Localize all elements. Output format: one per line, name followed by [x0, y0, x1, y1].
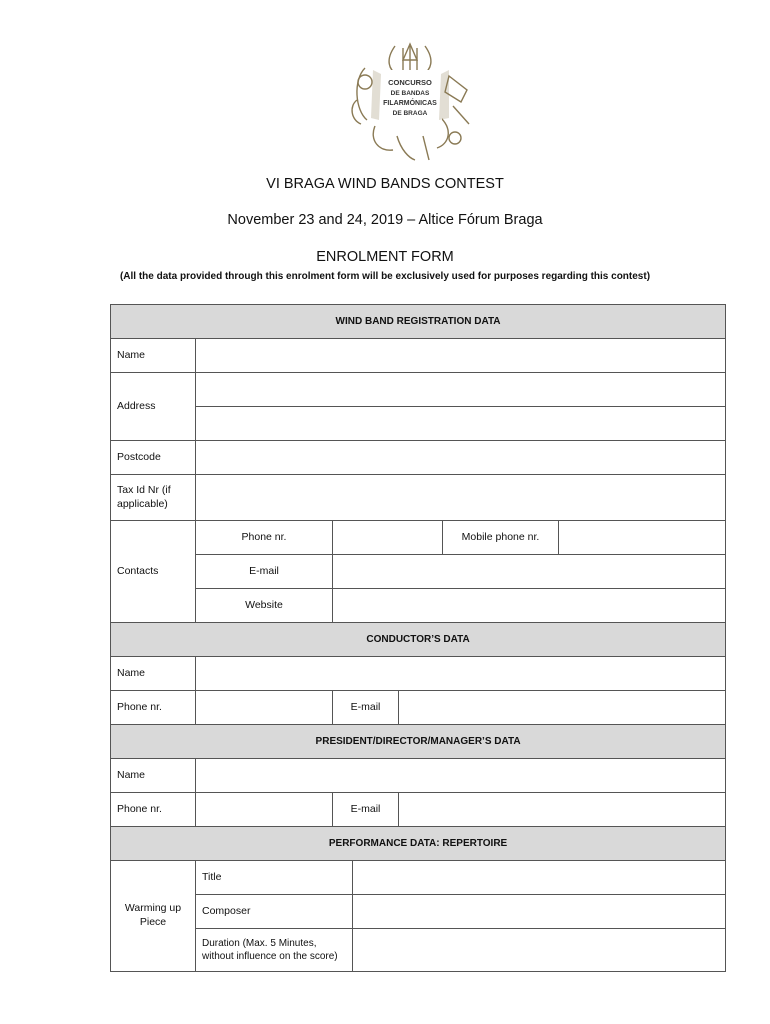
president-email-label: E-mail — [333, 793, 399, 827]
logo-line-4: DE BRAGA — [392, 110, 428, 117]
band-phone-field[interactable] — [333, 521, 443, 555]
piece-composer-label: Composer — [196, 895, 353, 929]
form-title: ENROLMENT FORM — [316, 249, 454, 265]
logo-line-3: FILARMÓNICAS — [383, 100, 437, 107]
piece-duration-field[interactable] — [353, 929, 726, 972]
conductor-name-label: Name — [111, 657, 196, 691]
logo-line-2: DE BANDAS — [390, 90, 430, 97]
band-address-field-line-2[interactable] — [196, 407, 726, 441]
president-name-label: Name — [111, 759, 196, 793]
band-website-label: Website — [196, 589, 333, 623]
enrolment-form-table — [110, 304, 726, 972]
band-contacts-label: Contacts — [111, 521, 196, 623]
piece-composer-field[interactable] — [353, 895, 726, 929]
section-conductor: CONDUCTOR’S DATA — [111, 623, 726, 657]
band-email-label: E-mail — [196, 555, 333, 589]
conductor-email-label: E-mail — [333, 691, 399, 725]
band-website-field[interactable] — [333, 589, 726, 623]
section-wind-band: WIND BAND REGISTRATION DATA — [111, 305, 726, 339]
section-performance: PERFORMANCE DATA: REPERTOIRE — [111, 827, 726, 861]
conductor-phone-field[interactable] — [196, 691, 333, 725]
privacy-notice: (All the data provided through this enrolment form will be exclusively used for purposes regarding this contest) — [119, 271, 651, 282]
conductor-email-field[interactable] — [399, 691, 726, 725]
conductor-phone-label: Phone nr. — [111, 691, 196, 725]
band-postcode-field[interactable] — [196, 441, 726, 475]
band-address-field-line-1[interactable] — [196, 373, 726, 407]
conductor-name-field[interactable] — [196, 657, 726, 691]
band-phone-label: Phone nr. — [196, 521, 333, 555]
band-postcode-label: Postcode — [111, 441, 196, 475]
contest-title: VI BRAGA WIND BANDS CONTEST — [266, 176, 504, 192]
president-email-field[interactable] — [399, 793, 726, 827]
warming-up-label: Warming up Piece — [111, 861, 196, 972]
band-email-field[interactable] — [333, 555, 726, 589]
band-tax-id-label: Tax Id Nr (if applicable) — [111, 475, 196, 521]
president-phone-label: Phone nr. — [111, 793, 196, 827]
band-tax-id-field[interactable] — [196, 475, 726, 521]
section-president: PRESIDENT/DIRECTOR/MANAGER’S DATA — [111, 725, 726, 759]
piece-duration-label: Duration (Max. 5 Minutes, without influence on the score) — [196, 929, 353, 972]
piece-title-field[interactable] — [353, 861, 726, 895]
band-name-field[interactable] — [196, 339, 726, 373]
logo-line-1: CONCURSO — [388, 78, 432, 87]
contest-logo — [345, 40, 475, 165]
band-name-label: Name — [111, 339, 196, 373]
band-mobile-field[interactable] — [559, 521, 726, 555]
contest-dates: November 23 and 24, 2019 – Altice Fórum Braga — [227, 212, 543, 228]
president-name-field[interactable] — [196, 759, 726, 793]
band-address-label: Address — [111, 373, 196, 441]
band-mobile-label: Mobile phone nr. — [443, 521, 559, 555]
piece-title-label: Title — [196, 861, 353, 895]
president-phone-field[interactable] — [196, 793, 333, 827]
